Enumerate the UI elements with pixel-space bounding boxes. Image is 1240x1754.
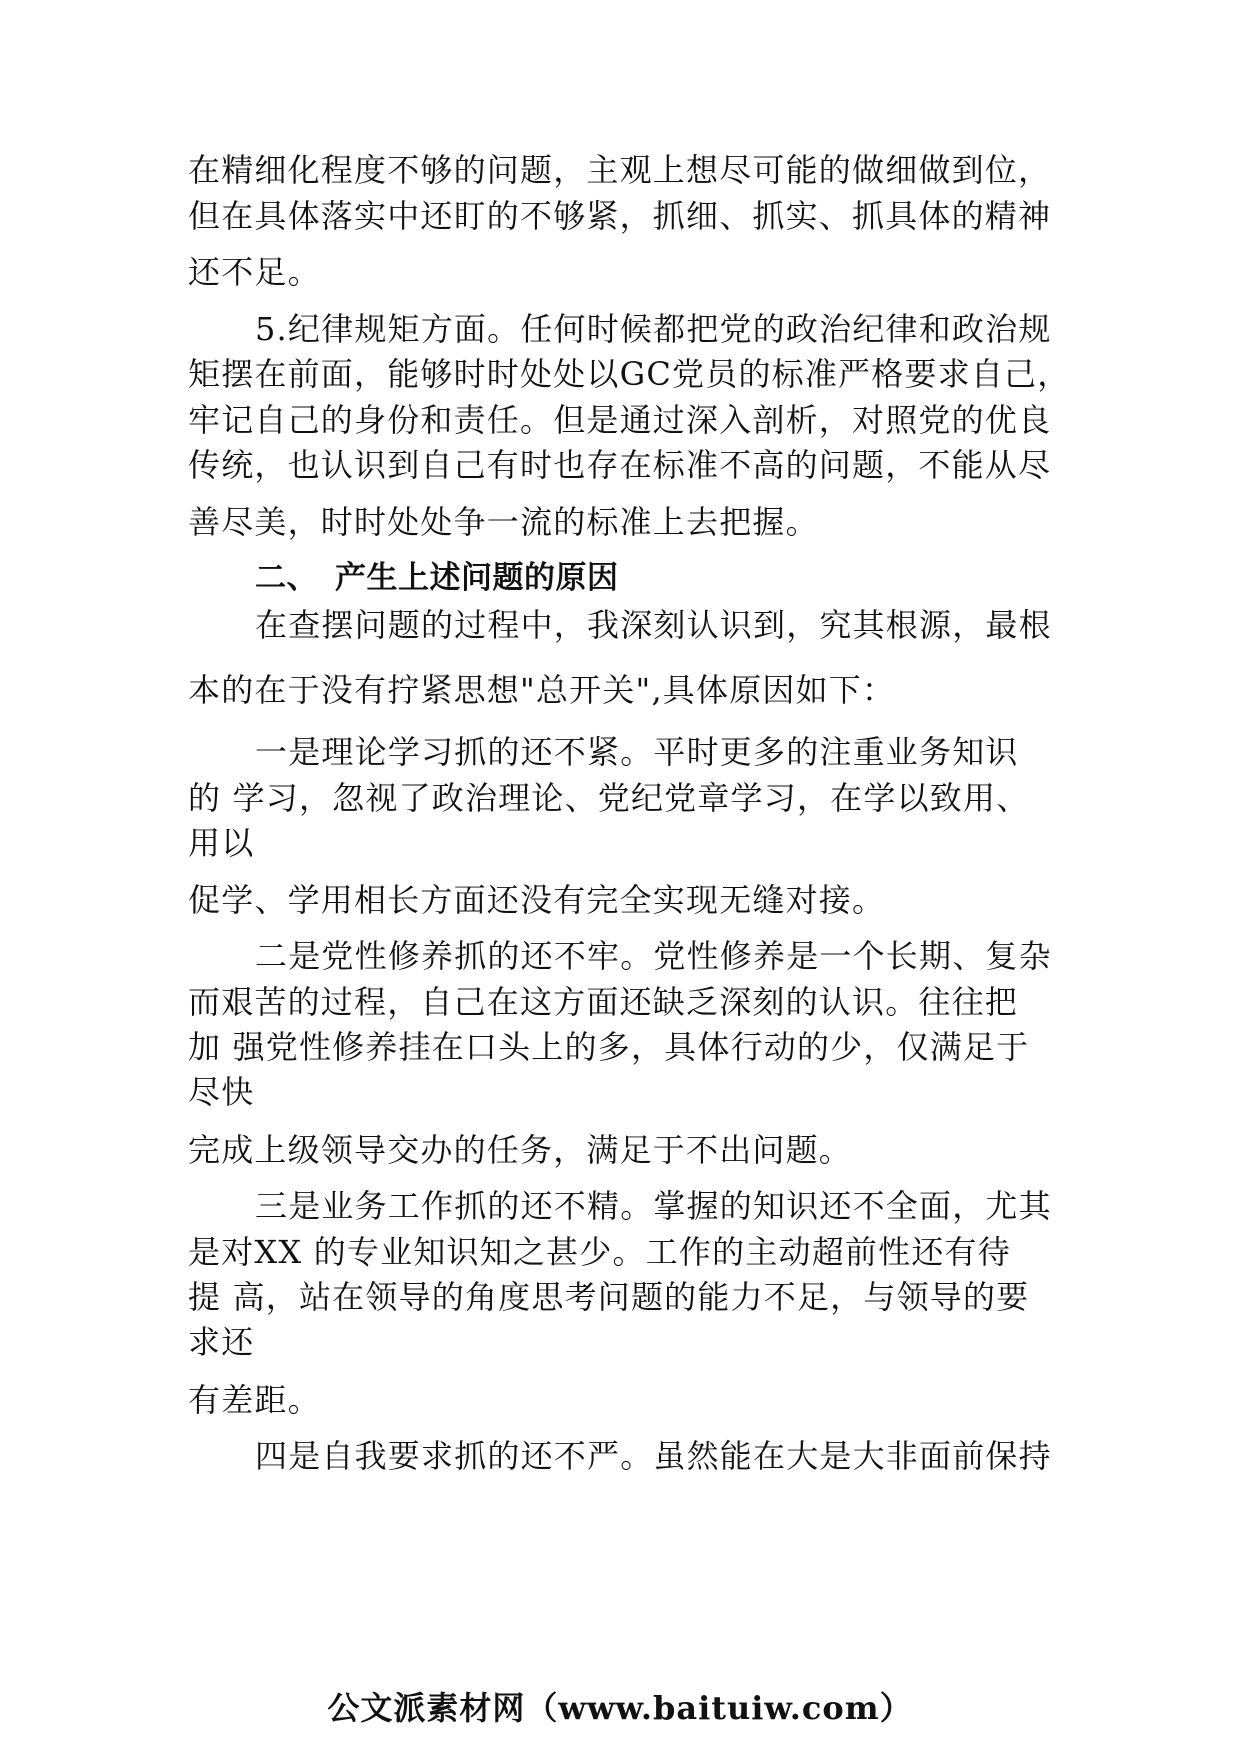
body-line: 尽快 [188,1073,255,1111]
body-line: 在查摆问题的过程中，我深刻认识到，究其根源，最根 [255,606,1052,644]
section-number: 二、 [255,560,318,596]
body-line: 但在具体落实中还盯的不够紧，抓细、抓实、抓具体的精神 [188,197,1052,235]
body-line: 善尽美，时时处处争一流的标准上去把握。 [188,503,819,541]
body-line: 在精细化程度不够的问题，主观上想尽可能的做细做到位， [188,151,1052,189]
body-line: 传统，也认识到自己有时也存在标准不高的问题，不能从尽 [188,446,1052,484]
body-line: 是对XX 的专业知识知之甚少。工作的主动超前性还有待 [188,1233,1011,1271]
section-heading [255,558,619,598]
body-line: 二是党性修养抓的还不牢。党性修养是一个长期、复杂 [255,937,1052,975]
body-line: 矩摆在前面，能够时时处处以GC党员的标准严格要求自己， [188,355,1071,393]
body-line: 提 高，站在领导的角度思考问题的能力不足，与领导的要 [188,1278,1030,1316]
section-title: 产生上述问题的原因 [335,560,619,596]
body-line: 本的在于没有拧紧思想"总开关",具体原因如下： [188,671,896,709]
body-line: 还不足。 [188,253,321,291]
body-line: 而艰苦的过程，自己在这方面还缺乏深刻的认识。往往把 [188,983,1019,1021]
body-line: 牢记自己的身份和责任。但是通过深入剖析，对照党的优良 [188,401,1052,439]
body-line: 用以 [188,824,255,862]
body-line: 四是自我要求抓的还不严。虽然能在大是大非面前保持 [255,1437,1052,1475]
body-line: 加 强党性修养挂在口头上的多，具体行动的少，仅满足于 [188,1028,1030,1066]
footer-watermark: 公文派素材网（www.baituiw.com） [327,1689,913,1727]
body-line: 完成上级领导交办的任务，满足于不出问题。 [188,1131,853,1169]
body-line: 的 学习，忽视了政治理论、党纪党章学习，在学以致用、 [188,779,1030,817]
body-line: 5.纪律规矩方面。任何时候都把党的政治纪律和政治规 [255,310,1052,348]
body-line: 促学、学用相长方面还没有完全实现无缝对接。 [188,881,886,919]
body-line: 有差距。 [188,1381,321,1419]
body-line: 一是理论学习抓的还不紧。平时更多的注重业务知识 [255,733,1019,771]
body-line: 求还 [188,1323,255,1361]
body-line: 三是业务工作抓的还不精。掌握的知识还不全面，尤其 [255,1187,1052,1225]
